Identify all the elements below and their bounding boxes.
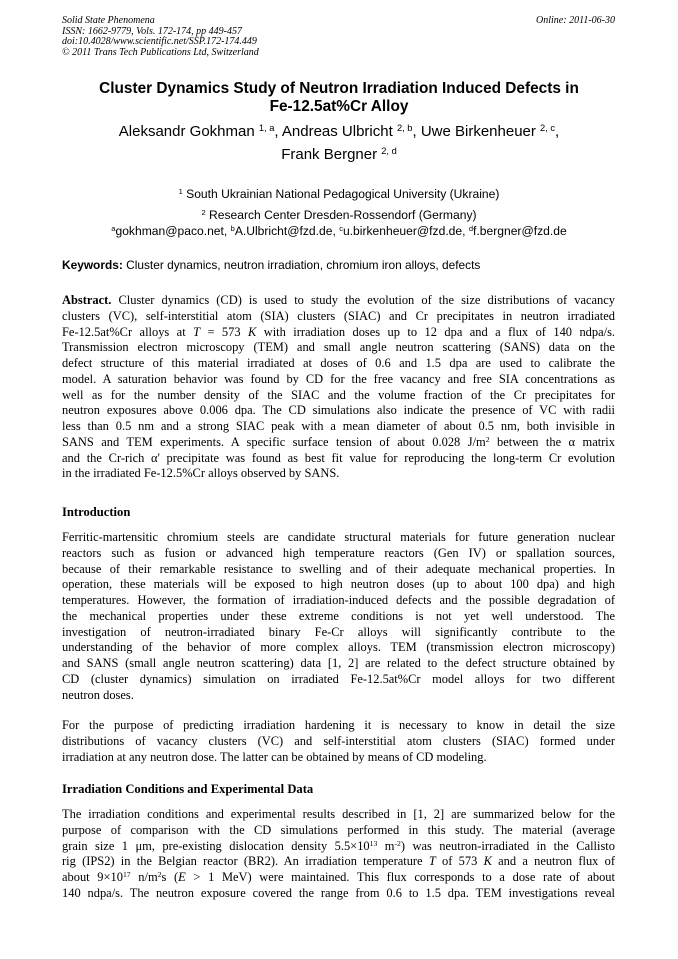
paragraph-line: grain size 1 μm, pre-existing dislocation density $5.5\times 10^{13}$ $m^{-2}$) was neutron-irradiated in the Callisto	[62, 838, 615, 853]
abstract-line: defect structure of this material irradiated at doses of 0.6 and 1.5 dpa are used to calibrate the	[62, 356, 615, 370]
paragraph-line: purpose of comparison with the CD simulations performed in this study. The material (average	[62, 822, 615, 837]
paragraph-line: distributions of vacancy clusters (VC) and self-interstitial atom clusters (SIAC) formed under	[62, 733, 615, 748]
abstract-line: Abstract. Cluster dynamics (CD) is used to study the evolution of the size distributions of vacancy	[62, 293, 615, 307]
email-link[interactable]: A.Ulbricht@fzd.de	[234, 224, 333, 238]
author-name: Andreas Ulbricht	[281, 123, 393, 140]
email-link[interactable]: u.birkenheuer@fzd.de	[342, 224, 463, 238]
paragraph-line: The irradiation conditions and experimental results described in [1, 2] are summarized below for the	[62, 807, 615, 821]
affiliation-mark: 2	[201, 207, 206, 217]
email-mark: c	[339, 223, 343, 233]
author-name: Frank Bergner	[281, 145, 378, 163]
irradiation-paragraph-1	[62, 807, 615, 902]
paper-title	[40, 80, 638, 116]
affiliation-2	[40, 208, 638, 222]
abstract-line: well as for the number density of the SIAC and the volume fraction of the Cr precipitates for	[62, 387, 615, 402]
email-mark: a	[111, 223, 116, 233]
abstract	[62, 293, 615, 482]
section-heading-introduction: Introduction	[62, 505, 131, 519]
paragraph-line: CD (cluster dynamics) simulation on irradiated Fe-12.5at%Cr model alloys for two different	[62, 671, 615, 686]
abstract-line: SANS and TEM experiments. A specific surface tension of about 0.028 $J/m^2$ between the α matrix	[62, 434, 615, 449]
abstract-line: Fe-12.5at%Cr alloys at T = 573 K with irradiation doses up to 12 dpa and a flux of 140 ndpa/s.	[62, 324, 616, 339]
affiliation-1	[40, 187, 638, 201]
paragraph-line: 140 ndpa/s. The neutron exposure covered the range from 0.6 to 1.5 dpa. TEM investigations reveal	[62, 885, 615, 900]
author-list: Aleksandr Gokhman $^{1, a}$, Andreas Ulbricht $^{2, b}$, Uwe Birkenheuer $^{2, c}$, Frank Bergner $^{2, d}$	[118, 122, 560, 163]
section-heading-irradiation: Irradiation Conditions and Experimental Data	[62, 782, 314, 796]
affiliation-text: Research Center Dresden-Rossendorf (Germany)	[209, 208, 477, 222]
affiliation-text: South Ukrainian National Pedagogical University (Ukraine)	[186, 187, 500, 201]
journal-copyright: © 2011 Trans Tech Publications Ltd, Switzerland	[62, 46, 259, 58]
author-name: Uwe Birkenheuer	[420, 123, 536, 140]
abstract-line: clusters (VC), self-interstitial atom (SIA) clusters (SIAC) and Cr precipitates in neutron irradiated	[62, 308, 615, 323]
journal-header	[62, 16, 615, 58]
introduction-paragraph-1	[62, 530, 615, 703]
abstract-line: less than 0.5 nm and a strong SIAC peak with a mean diameter of about 0.5 nm, both invisible in	[62, 419, 615, 433]
paragraph-line: For the purpose of predicting irradiation hardening it is necessary to know in detail the size	[62, 718, 615, 732]
keywords	[62, 258, 615, 273]
abstract-line: model. A saturation behavior was found by CD for the free vacancy and free SIA concentrations as	[62, 371, 615, 386]
paragraph-line: operation, these materials will be exposed to high neutron doses (up to about 100 dpa) and high	[62, 577, 615, 592]
abstract-line: and the Cr-rich α' precipitate was found as best fit value for reproducing the long-term Cr evolution	[62, 450, 615, 465]
affiliation-mark: 1	[178, 186, 183, 196]
title-line-1: Cluster Dynamics Study of Neutron Irradiation Induced Defects in	[99, 80, 579, 97]
abstract-label: Abstract.	[62, 293, 112, 307]
email-link[interactable]: gokhman@paco.net	[115, 224, 224, 238]
email-mark: b	[230, 223, 235, 233]
paragraph-line: investigation of neutron-irradiated binary Fe-Cr alloys will significantly contribute to the	[62, 624, 615, 639]
abstract-line: in the irradiated Fe-12.5%Cr alloys observed by SANS.	[62, 466, 340, 481]
email-link[interactable]: f.bergner@fzd.de	[473, 224, 567, 238]
paragraph-line: because of their remarkable resistance to swelling and of their adequate mechanical properties. In	[62, 561, 615, 576]
email-mark: d	[468, 223, 474, 233]
paragraph-line: reactors such as fusion or advanced high temperature reactors (Gen IV) or spallation sources,	[62, 545, 615, 560]
paragraph-line: neutron doses.	[62, 687, 134, 702]
paragraph-line: and SANS (small angle neutron scattering) data [1, 2] are related to the defect structure obtained by	[62, 656, 615, 670]
author-affil-mark: 2, b	[396, 122, 413, 133]
paragraph-line: temperatures. However, the formation of irradiation-induced defects and the possible degradation of	[62, 593, 615, 607]
paragraph-line: understanding of the behavior of more complex alloys. TEM (transmission electron microscopy)	[62, 640, 615, 655]
online-date: Online: 2011-06-30	[536, 15, 615, 26]
abstract-line: neutron exposures above 0.006 dpa. The CD simulations also indicate the presence of VC with radii	[62, 403, 615, 418]
paragraph-line: irradiation at any neutron dose. The latter can be obtained by means of CD modeling.	[62, 749, 487, 764]
author-affil-mark: 2, d	[381, 145, 397, 156]
journal-name: Solid State Phenomena	[62, 15, 155, 26]
keywords-label: Keywords:	[62, 258, 123, 272]
journal-issn: ISSN: 1662-9779, Vols. 172-174, pp 449-457	[62, 25, 242, 37]
author-affil-mark: 1, a	[258, 122, 275, 133]
paragraph-line: Ferritic-martensitic chromium steels are candidate structural materials for future generation nuclear	[62, 530, 615, 544]
paragraph-line: the mechanical properties under these extreme conditions is not yet well understood. The	[62, 608, 615, 623]
journal-doi: doi:10.4028/www.scientific.net/SSP.172-174.449	[62, 36, 257, 48]
title-line-2: Fe-12.5at%Cr Alloy	[269, 98, 409, 115]
introduction-paragraph-2	[62, 718, 615, 765]
paragraph-line: about $9\times 10^{17}$ $n/m^2s$ (E > 1 MeV) were maintained. This flux corresponds to a dose rate of about	[62, 869, 615, 884]
author-name: Aleksandr Gokhman	[118, 123, 255, 140]
author-affil-mark: 2, c	[540, 122, 556, 133]
author-emails: $^a$gokhman@paco.net, $^b$A.Ulbricht@fzd.de, $^c$u.birkenheuer@fzd.de, $^d$f.bergner@fzd.de	[111, 223, 567, 238]
paragraph-line: rig (IPS2) in the Belgian reactor (BR2). An irradiation temperature T of 573 K and a neutron flux of	[62, 854, 616, 869]
keywords-text: Cluster dynamics, neutron irradiation, chromium iron alloys, defects	[126, 258, 481, 272]
abstract-line: Transmission electron microscopy (TEM) and small angle neutron scattering (SANS) data on the	[62, 340, 615, 355]
